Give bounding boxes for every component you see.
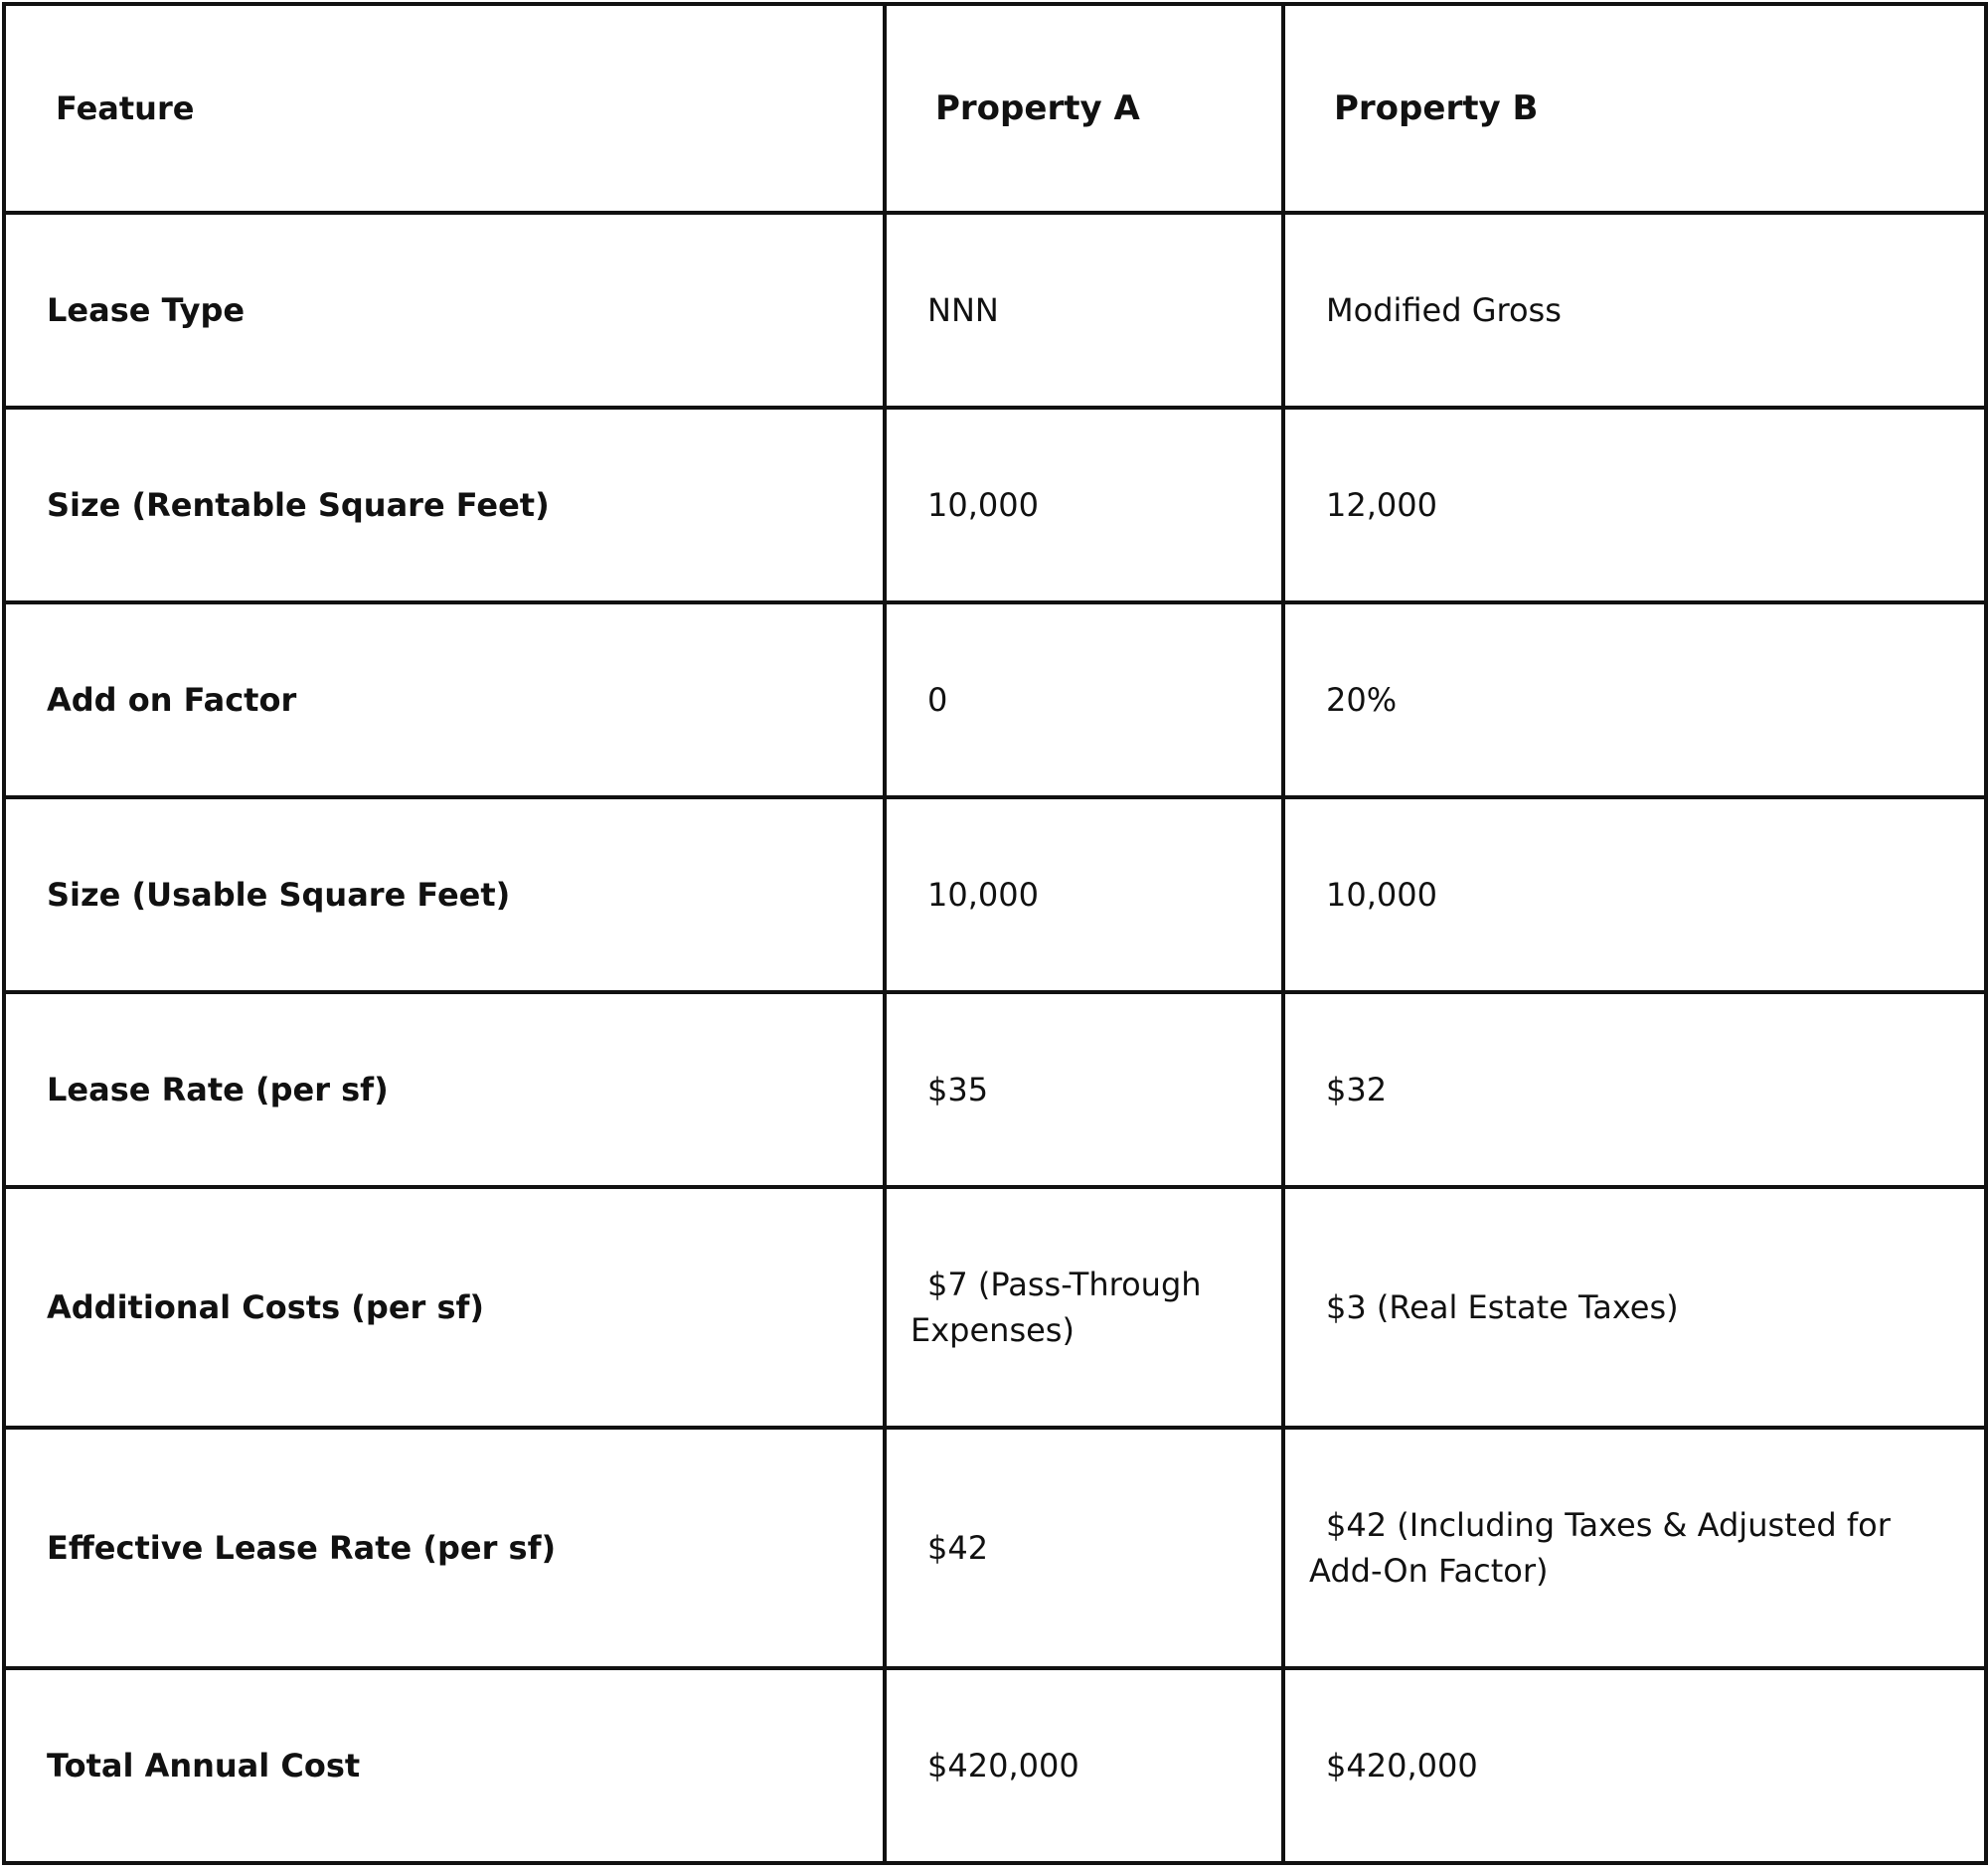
header-feature-label: Feature <box>56 89 195 127</box>
feature-cell <box>4 602 885 797</box>
feature-cell <box>4 992 885 1187</box>
property-a-cell <box>885 992 1283 1187</box>
property-b-cell <box>1283 1428 1986 1668</box>
property-a-value: 0 <box>927 681 948 719</box>
feature-label: Lease Type <box>47 291 246 329</box>
header-property-b-label: Property B <box>1334 88 1539 128</box>
table-row <box>4 1668 1986 1863</box>
feature-label: Size (Rentable Square Feet) <box>47 486 550 524</box>
property-b-value: 10,000 <box>1326 876 1437 914</box>
property-b-value: Modified Gross <box>1326 291 1562 329</box>
feature-cell <box>4 213 885 408</box>
property-b-cell <box>1283 992 1986 1187</box>
property-a-value: $35 <box>927 1071 989 1108</box>
property-a-cell <box>885 408 1283 602</box>
feature-cell <box>4 797 885 992</box>
feature-label: Additional Costs (per sf) <box>47 1288 485 1326</box>
feature-cell <box>4 408 885 602</box>
property-b-value: $3 (Real Estate Taxes) <box>1326 1288 1679 1326</box>
property-b-cell <box>1283 602 1986 797</box>
table-row <box>4 408 1986 602</box>
header-row <box>4 4 1986 213</box>
feature-label: Total Annual Cost <box>47 1747 361 1785</box>
property-b-cell <box>1283 213 1986 408</box>
table-row <box>4 1187 1986 1428</box>
property-a-cell <box>885 797 1283 992</box>
feature-label: Lease Rate (per sf) <box>47 1071 389 1108</box>
property-b-value: 20% <box>1326 681 1398 719</box>
feature-label: Size (Usable Square Feet) <box>47 876 511 914</box>
property-a-value: 10,000 <box>927 486 1039 524</box>
table-row <box>4 797 1986 992</box>
property-a-value: $42 <box>927 1529 989 1567</box>
header-property-a <box>885 4 1283 213</box>
lease-comparison-table <box>2 2 1988 1865</box>
feature-cell <box>4 1668 885 1863</box>
header-feature <box>4 4 885 213</box>
header-property-a-label: Property A <box>935 88 1140 128</box>
property-b-cell <box>1283 1668 1986 1863</box>
property-a-cell <box>885 1187 1283 1428</box>
property-a-value: NNN <box>927 291 999 329</box>
table-row <box>4 1428 1986 1668</box>
property-b-value: $420,000 <box>1326 1747 1478 1785</box>
table-row <box>4 602 1986 797</box>
property-a-value: $420,000 <box>927 1747 1079 1785</box>
property-a-cell <box>885 602 1283 797</box>
property-a-value: 10,000 <box>927 876 1039 914</box>
property-b-value: $42 (Including Taxes & Adjusted for Add-On Factor) <box>1309 1506 1891 1590</box>
feature-cell <box>4 1428 885 1668</box>
property-b-cell <box>1283 408 1986 602</box>
feature-label: Effective Lease Rate (per sf) <box>47 1529 557 1567</box>
property-a-cell <box>885 213 1283 408</box>
feature-label: Add on Factor <box>47 681 297 719</box>
property-b-value: 12,000 <box>1326 486 1437 524</box>
feature-cell <box>4 1187 885 1428</box>
property-b-cell <box>1283 1187 1986 1428</box>
table-row <box>4 992 1986 1187</box>
property-b-cell <box>1283 797 1986 992</box>
property-a-cell <box>885 1428 1283 1668</box>
property-a-value: $7 (Pass-Through Expenses) <box>911 1266 1202 1349</box>
property-a-cell <box>885 1668 1283 1863</box>
property-b-value: $32 <box>1326 1071 1388 1108</box>
header-property-b <box>1283 4 1986 213</box>
table-row <box>4 213 1986 408</box>
